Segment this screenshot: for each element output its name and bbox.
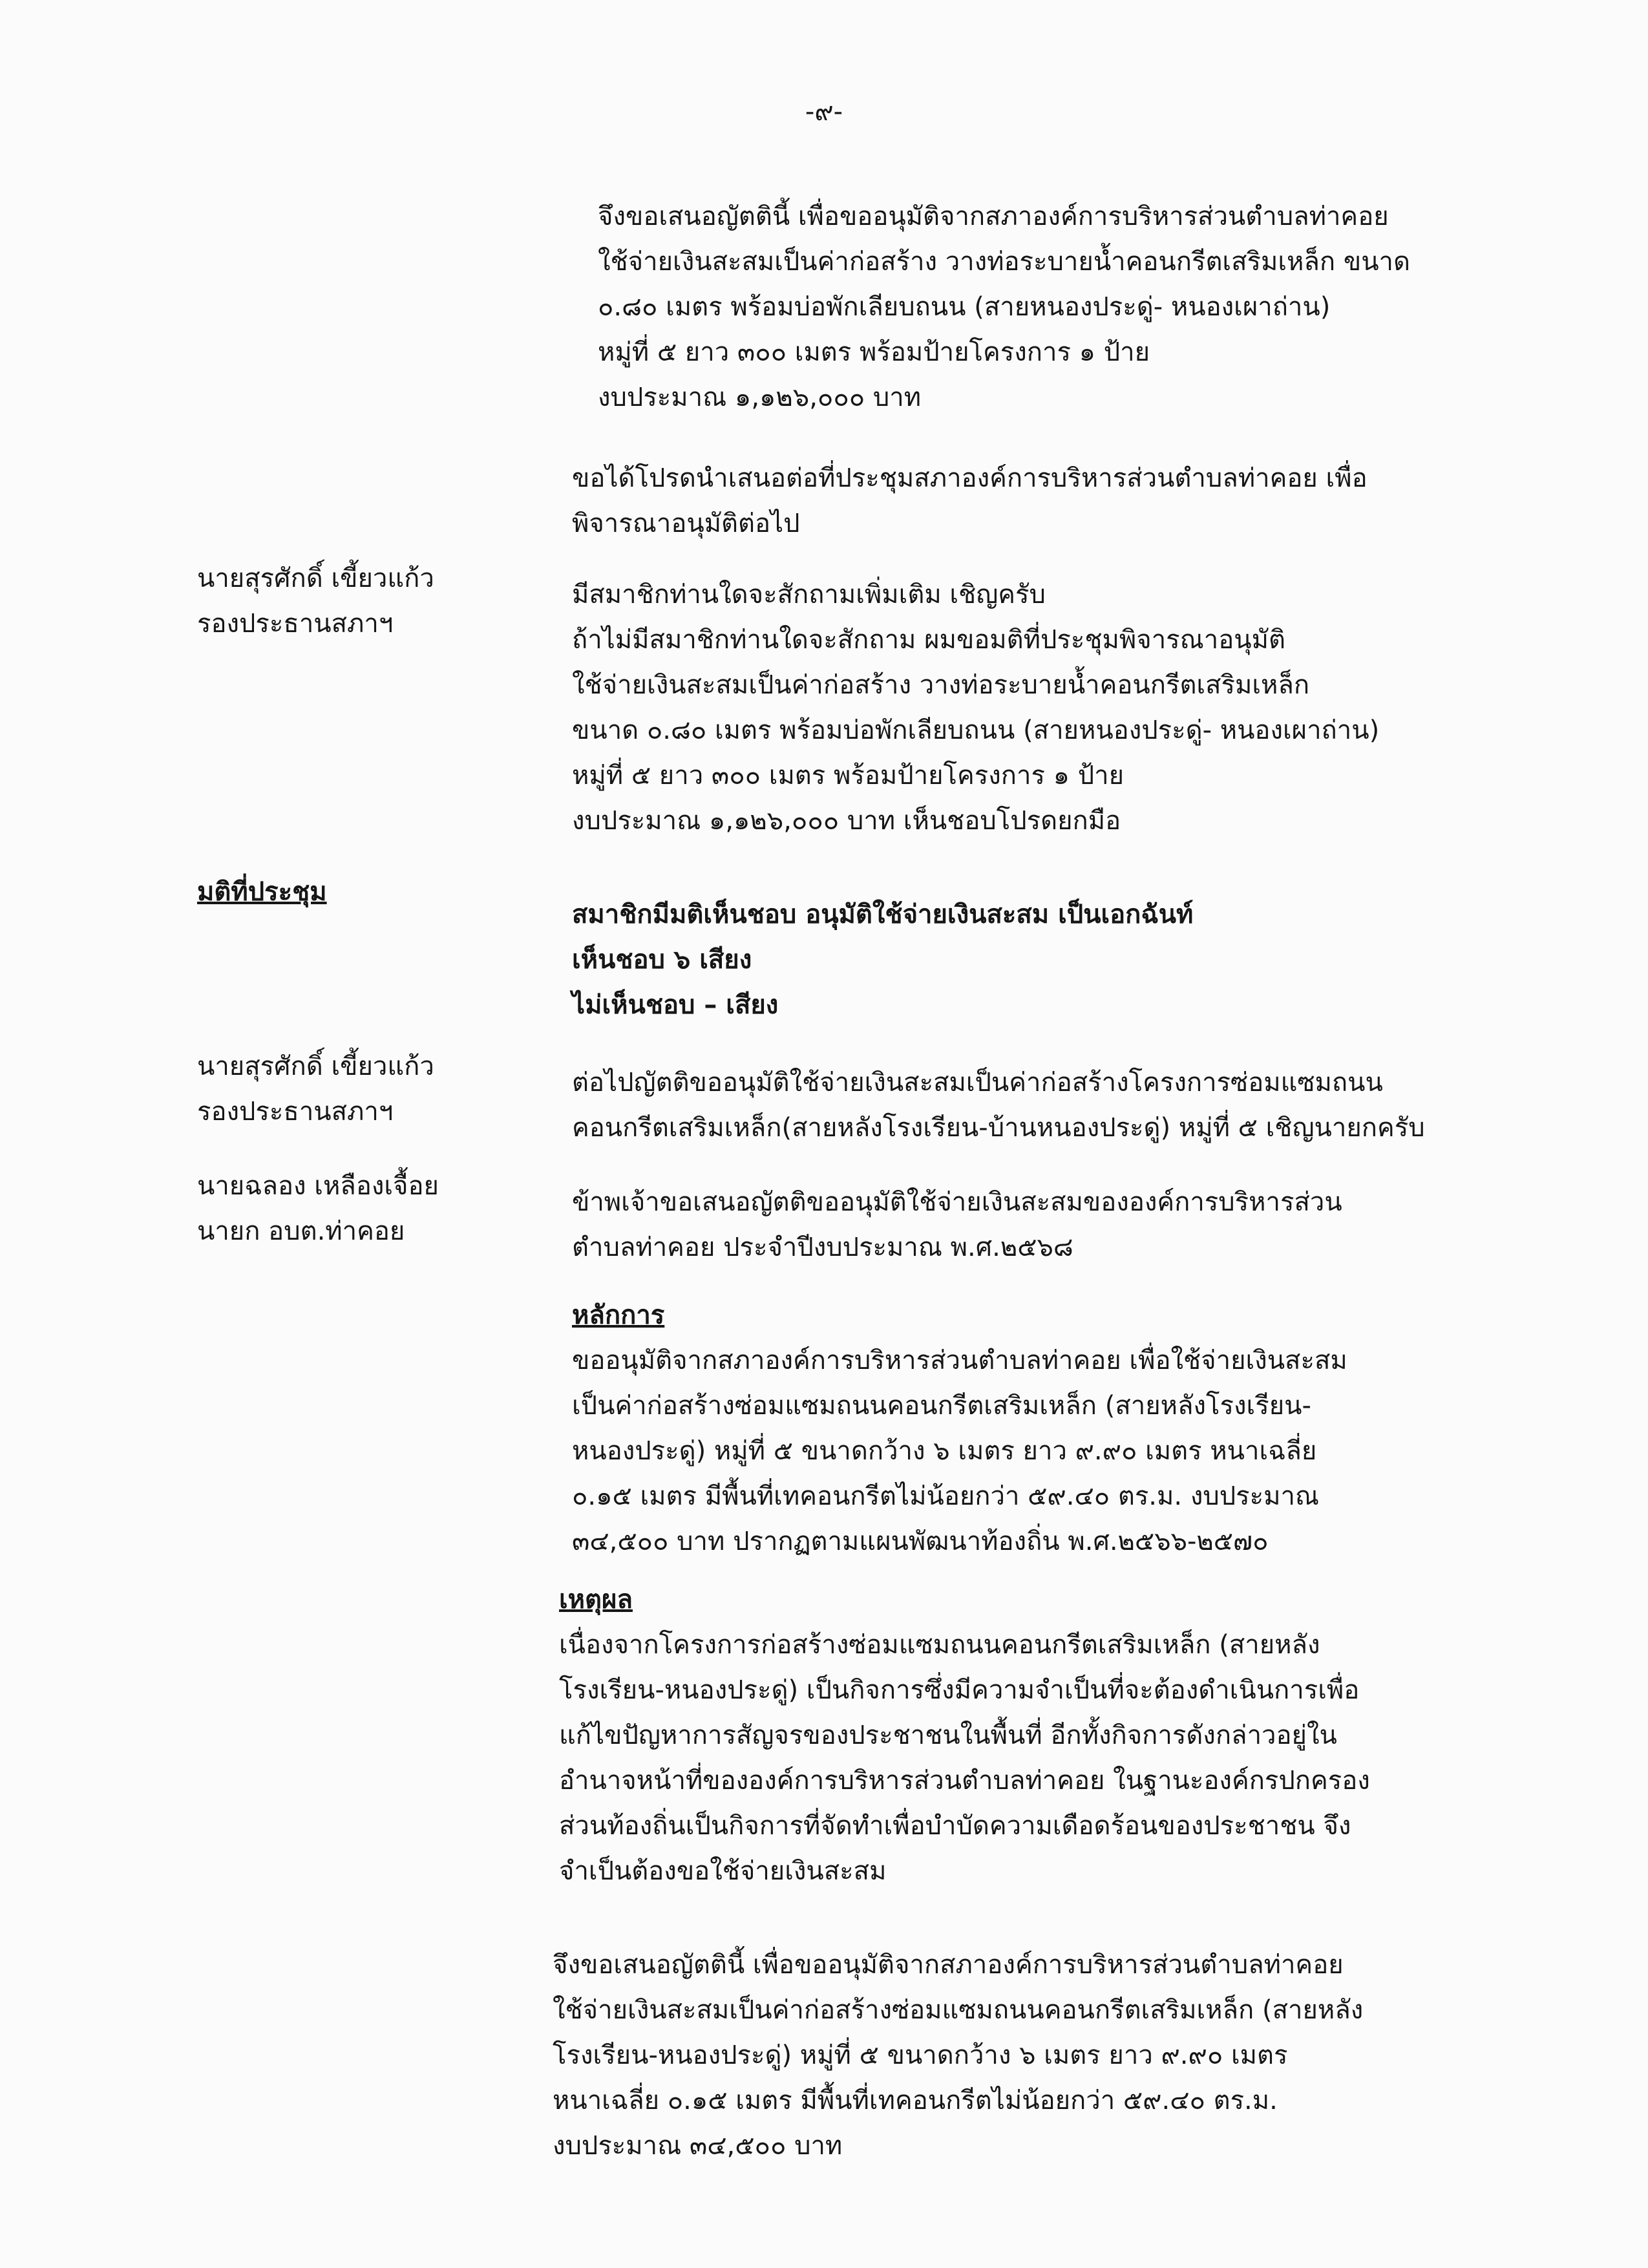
speaker-label xyxy=(197,1044,434,1134)
text-line: อำนาจหน้าที่ขององค์การบริหารส่วนตำบลท่าคอย ในฐานะองค์กรปกครอง xyxy=(559,1766,1370,1796)
text-line: ๐.๑๕ เมตร มีพื้นที่เทคอนกรีตไม่น้อยกว่า ๕๙.๔๐ ตร.ม. งบประมาณ xyxy=(572,1481,1320,1511)
principle-section xyxy=(572,1293,1347,1564)
text-line: หนาเฉลี่ย ๐.๑๕ เมตร มีพื้นที่เทคอนกรีตไม่น้อยกว่า ๕๙.๔๐ ตร.ม. xyxy=(553,2086,1278,2115)
text-line: จำเป็นต้องขอใช้จ่ายเงินสะสม xyxy=(559,1856,887,1886)
text-line: จึงขอเสนอญัตตินี้ เพื่อขออนุมัติจากสภาองค์การบริหารส่วนตำบลท่าคอย xyxy=(598,202,1389,231)
text-line: หมู่ที่ ๕ ยาว ๓๐๐ เมตร พร้อมป้ายโครงการ ๑ ป้าย xyxy=(598,337,1150,367)
text-line: ไม่เห็นชอบ – เสียง xyxy=(572,990,779,1020)
speaker-name: นายสุรศักดิ์ เขี้ยวแก้ว xyxy=(197,564,434,593)
text-line: ขอได้โปรดนำเสนอต่อที่ประชุมสภาองค์การบริหารส่วนตำบลท่าคอย เพื่อ xyxy=(572,463,1368,493)
speaker-label xyxy=(197,1163,439,1254)
text-line: ถ้าไม่มีสมาชิกท่านใดจะสักถาม ผมขอมติที่ประชุมพิจารณาอนุมัติ xyxy=(572,625,1285,655)
text-line: เนื่องจากโครงการก่อสร้างซ่อมแซมถนนคอนกรีตเสริมเหล็ก (สายหลัง xyxy=(559,1630,1320,1660)
text-line: หนองประดู่) หมู่ที่ ๕ ขนาดกว้าง ๖ เมตร ยาว ๙.๙๐ เมตร หนาเฉลี่ย xyxy=(572,1436,1317,1466)
section-heading: หลักการ xyxy=(572,1300,665,1330)
speaker-role: นายก อบต.ท่าคอย xyxy=(197,1216,405,1246)
text-line: โรงเรียน-หนองประดู่) เป็นกิจการซึ่งมีความจำเป็นที่จะต้องดำเนินการเพื่อ xyxy=(559,1675,1360,1705)
text-line: เห็นชอบ ๖ เสียง xyxy=(572,945,752,975)
page-number: -๙- xyxy=(805,97,843,127)
text-line: งบประมาณ ๑,๑๒๖,๐๐๐ บาท เห็นชอบโปรดยกมือ xyxy=(572,806,1121,836)
text-line: โรงเรียน-หนองประดู่) หมู่ที่ ๕ ขนาดกว้าง ๖ เมตร ยาว ๙.๙๐ เมตร xyxy=(553,2040,1288,2070)
text-line: ใช้จ่ายเงินสะสมเป็นค่าก่อสร้าง วางท่อระบายน้ำคอนกรีตเสริมเหล็ก xyxy=(572,670,1310,700)
text-line: ๐.๘๐ เมตร พร้อมบ่อพักเลียบถนน (สายหนองประดู่- หนองเผาถ่าน) xyxy=(598,292,1331,322)
text-line: ตำบลท่าคอย ประจำปีงบประมาณ พ.ศ.๒๕๖๘ xyxy=(572,1233,1073,1262)
reason-section xyxy=(559,1577,1370,1894)
speaker-statement xyxy=(572,572,1379,843)
section-heading: เหตุผล xyxy=(559,1585,633,1615)
text-line: ๓๔,๕๐๐ บาท ปรากฏตามแผนพัฒนาท้องถิ่น พ.ศ.๒๕๖๖-๒๕๗๐ xyxy=(572,1527,1269,1556)
text-line: ต่อไปญัตติขออนุมัติใช้จ่ายเงินสะสมเป็นค่าก่อสร้างโครงการซ่อมแซมถนน xyxy=(572,1068,1383,1097)
text-line: พิจารณาอนุมัติต่อไป xyxy=(572,509,800,538)
speaker-name: นายฉลอง เหลืองเจื้อย xyxy=(197,1171,439,1201)
proposal-paragraph-1 xyxy=(598,194,1410,420)
speaker-name: นายสุรศักดิ์ เขี้ยวแก้ว xyxy=(197,1052,434,1081)
text-line: ข้าพเจ้าขอเสนอญัตติขออนุมัติใช้จ่ายเงินสะสมขององค์การบริหารส่วน xyxy=(572,1187,1342,1217)
text-line: ส่วนท้องถิ่นเป็นกิจการที่จัดทำเพื่อบำบัดความเดือดร้อนของประชาชน จึง xyxy=(559,1811,1351,1841)
speaker-role: รองประธานสภาฯ xyxy=(197,1097,394,1127)
resolution-text xyxy=(572,892,1193,1028)
text-line: หมู่ที่ ๕ ยาว ๓๐๐ เมตร พร้อมป้ายโครงการ ๑ ป้าย xyxy=(572,761,1125,790)
text-line: สมาชิกมีมติเห็นชอบ อนุมัติใช้จ่ายเงินสะสม เป็นเอกฉันท์ xyxy=(572,900,1194,929)
request-paragraph xyxy=(572,456,1368,546)
text-line: ใช้จ่ายเงินสะสมเป็นค่าก่อสร้างซ่อมแซมถนนคอนกรีตเสริมเหล็ก (สายหลัง xyxy=(553,1995,1364,2025)
resolution-label: มติที่ประชุม xyxy=(197,877,327,907)
speaker-label xyxy=(197,556,434,646)
text-line: ขออนุมัติจากสภาองค์การบริหารส่วนตำบลท่าคอย เพื่อใช้จ่ายเงินสะสม xyxy=(572,1346,1347,1375)
text-line: งบประมาณ ๑,๑๒๖,๐๐๐ บาท xyxy=(598,383,922,412)
text-line: ใช้จ่ายเงินสะสมเป็นค่าก่อสร้าง วางท่อระบายน้ำคอนกรีตเสริมเหล็ก ขนาด xyxy=(598,247,1410,277)
speaker-statement xyxy=(572,1060,1425,1150)
text-line: ขนาด ๐.๘๐ เมตร พร้อมบ่อพักเลียบถนน (สายหนองประดู่- หนองเผาถ่าน) xyxy=(572,715,1380,745)
text-line: แก้ไขปัญหาการสัญจรของประชาชนในพื้นที่ อีกทั้งกิจการดังกล่าวอยู่ใน xyxy=(559,1721,1337,1750)
speaker-statement xyxy=(572,1180,1342,1270)
proposal-paragraph-2 xyxy=(553,1942,1363,2168)
text-line: มีสมาชิกท่านใดจะสักถามเพิ่มเติม เชิญครับ xyxy=(572,580,1046,609)
text-line: คอนกรีตเสริมเหล็ก(สายหลังโรงเรียน-บ้านหนองประดู่) หมู่ที่ ๕ เชิญนายกครับ xyxy=(572,1113,1425,1143)
text-line: เป็นค่าก่อสร้างซ่อมแซมถนนคอนกรีตเสริมเหล็ก (สายหลังโรงเรียน- xyxy=(572,1391,1311,1421)
text-line: งบประมาณ ๓๔,๕๐๐ บาท xyxy=(553,2131,843,2161)
text-line: จึงขอเสนอญัตตินี้ เพื่อขออนุมัติจากสภาองค์การบริหารส่วนตำบลท่าคอย xyxy=(553,1950,1344,1980)
speaker-role: รองประธานสภาฯ xyxy=(197,609,394,639)
